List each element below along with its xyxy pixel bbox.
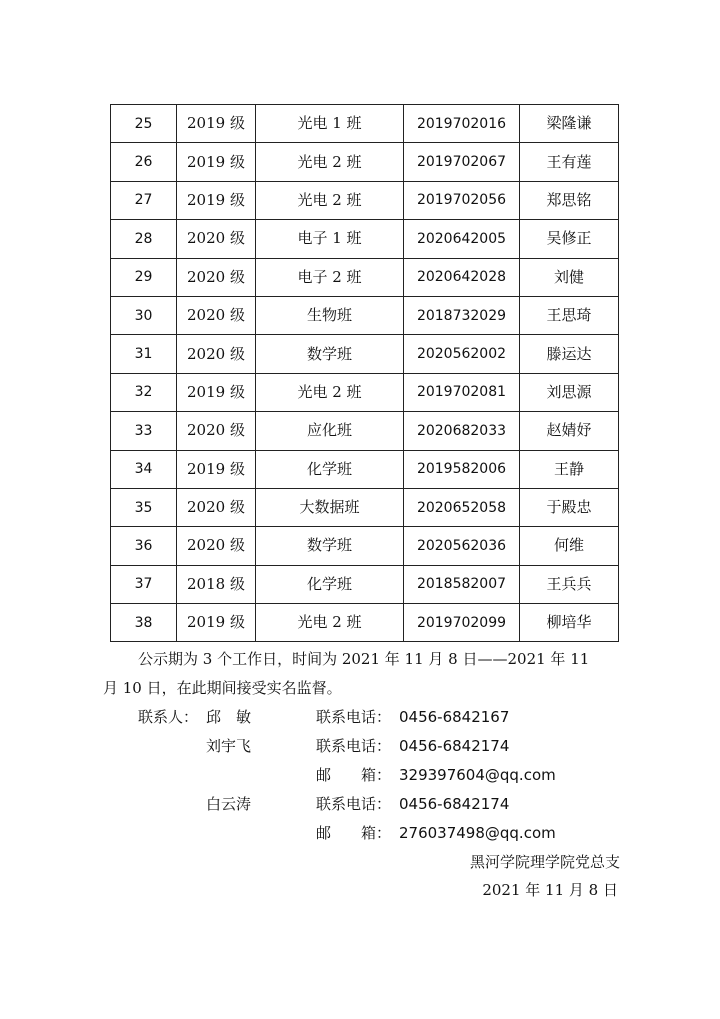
cell-student-id: 2019702067 [404, 143, 520, 181]
cell-student-id: 2019702056 [404, 181, 520, 219]
table-row [111, 450, 619, 488]
signature-date: 2021 年 11 月 8 日 [482, 881, 618, 899]
notice-line-1: 公示期为 3 个工作日，时间为 2021 年 11 月 8 日——2021 年 11 [138, 650, 590, 668]
cell-student-id: 2020642028 [404, 258, 520, 296]
cell-number: 29 [111, 258, 177, 296]
cell-grade: 2018 级 [177, 565, 256, 603]
cell-name: 柳培华 [520, 604, 619, 642]
student-roster-table [110, 104, 619, 642]
table-row [111, 258, 619, 296]
contact-email-3: 276037498@qq.com [399, 824, 556, 842]
cell-number: 35 [111, 488, 177, 526]
cell-student-id: 2020652058 [404, 488, 520, 526]
cell-student-id: 2020562036 [404, 527, 520, 565]
cell-grade: 2019 级 [177, 105, 256, 143]
cell-name: 王静 [520, 450, 619, 488]
cell-class: 电子 2 班 [256, 258, 404, 296]
table-row [111, 335, 619, 373]
cell-number: 28 [111, 220, 177, 258]
cell-grade: 2020 级 [177, 412, 256, 450]
cell-grade: 2019 级 [177, 373, 256, 411]
cell-class: 化学班 [256, 565, 404, 603]
cell-name: 王有莲 [520, 143, 619, 181]
cell-class: 光电 1 班 [256, 105, 404, 143]
table-row [111, 373, 619, 411]
cell-number: 31 [111, 335, 177, 373]
cell-student-id: 2019702081 [404, 373, 520, 411]
signature-org: 黑河学院理学院党总支 [469, 853, 620, 871]
table-row [111, 565, 619, 603]
contact-name-2: 刘宇飞 [206, 737, 252, 755]
table-row [111, 143, 619, 181]
cell-class: 化学班 [256, 450, 404, 488]
cell-class: 光电 2 班 [256, 181, 404, 219]
table-row [111, 527, 619, 565]
table-row [111, 488, 619, 526]
table-row [111, 604, 619, 642]
cell-number: 36 [111, 527, 177, 565]
cell-grade: 2020 级 [177, 527, 256, 565]
cell-name: 吴修正 [520, 220, 619, 258]
roster-body [111, 105, 619, 642]
cell-grade: 2020 级 [177, 488, 256, 526]
table-row [111, 105, 619, 143]
table-row [111, 181, 619, 219]
cell-class: 光电 2 班 [256, 604, 404, 642]
cell-name: 于殿忠 [520, 488, 619, 526]
cell-student-id: 2019582006 [404, 450, 520, 488]
cell-class: 大数据班 [256, 488, 404, 526]
cell-student-id: 2019702099 [404, 604, 520, 642]
cell-class: 数学班 [256, 335, 404, 373]
table-row [111, 296, 619, 334]
cell-student-id: 2018732029 [404, 296, 520, 334]
contact-phone-label-3: 联系电话： [316, 795, 392, 813]
cell-class: 光电 2 班 [256, 373, 404, 411]
contact-email-label-3: 邮 箱： [316, 824, 392, 842]
contact-phone-1: 0456-6842167 [399, 708, 510, 726]
cell-name: 赵婧妤 [520, 412, 619, 450]
contact-name-1: 邱 敏 [206, 708, 252, 726]
cell-class: 生物班 [256, 296, 404, 334]
cell-number: 38 [111, 604, 177, 642]
contact-email-2: 329397604@qq.com [399, 766, 556, 784]
contact-name-3: 白云涛 [206, 795, 252, 813]
cell-grade: 2019 级 [177, 604, 256, 642]
notice-line-2: 月 10 日，在此期间接受实名监督。 [103, 679, 342, 697]
cell-grade: 2020 级 [177, 258, 256, 296]
contact-phone-label-2: 联系电话： [316, 737, 392, 755]
cell-student-id: 2018582007 [404, 565, 520, 603]
cell-class: 数学班 [256, 527, 404, 565]
cell-class: 光电 2 班 [256, 143, 404, 181]
cell-number: 26 [111, 143, 177, 181]
cell-name: 何维 [520, 527, 619, 565]
cell-student-id: 2020562002 [404, 335, 520, 373]
cell-class: 电子 1 班 [256, 220, 404, 258]
cell-name: 刘思源 [520, 373, 619, 411]
cell-number: 37 [111, 565, 177, 603]
cell-student-id: 2020642005 [404, 220, 520, 258]
cell-grade: 2019 级 [177, 143, 256, 181]
cell-name: 王兵兵 [520, 565, 619, 603]
cell-student-id: 2020682033 [404, 412, 520, 450]
cell-number: 27 [111, 181, 177, 219]
cell-name: 刘健 [520, 258, 619, 296]
contact-email-label-2: 邮 箱： [316, 766, 392, 784]
contact-phone-2: 0456-6842174 [399, 737, 510, 755]
cell-number: 30 [111, 296, 177, 334]
cell-name: 滕运达 [520, 335, 619, 373]
cell-student-id: 2019702016 [404, 105, 520, 143]
contact-phone-label-1: 联系电话： [316, 708, 392, 726]
cell-grade: 2020 级 [177, 220, 256, 258]
table-row [111, 412, 619, 450]
contacts-label: 联系人： [138, 708, 199, 726]
cell-number: 34 [111, 450, 177, 488]
cell-number: 32 [111, 373, 177, 411]
cell-number: 33 [111, 412, 177, 450]
table-row [111, 220, 619, 258]
cell-name: 梁隆谦 [520, 105, 619, 143]
cell-class: 应化班 [256, 412, 404, 450]
cell-grade: 2019 级 [177, 181, 256, 219]
cell-name: 王思琦 [520, 296, 619, 334]
cell-grade: 2020 级 [177, 296, 256, 334]
cell-grade: 2019 级 [177, 450, 256, 488]
cell-name: 郑思铭 [520, 181, 619, 219]
cell-number: 25 [111, 105, 177, 143]
contact-phone-3: 0456-6842174 [399, 795, 510, 813]
cell-grade: 2020 级 [177, 335, 256, 373]
